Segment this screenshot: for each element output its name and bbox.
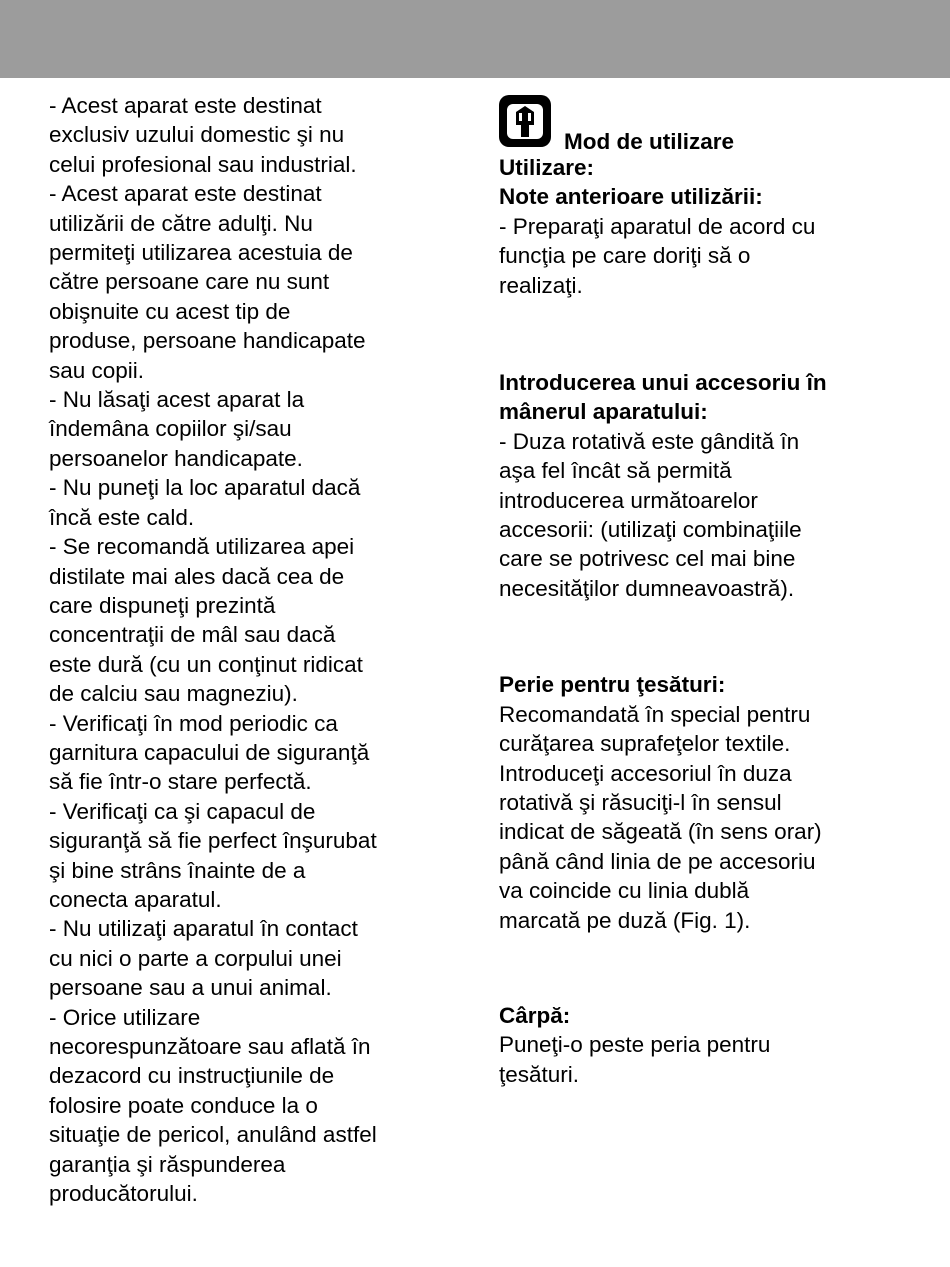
safety-instructions-text: - Acest aparat este destinat exclusiv uzului domestic şi nu celui profesional sau industrial. - Acest aparat este destinat utilizării de către adulţi. Nu permiteţi utilizarea acestuia de către persoane care nu sunt obişnuite cu acest tip de produse, persoane handicapate sau copii. - Nu lăsaţi acest aparat la îndemâna copiilor şi/sau persoanelor handicapate. - Nu puneţi la loc aparatul dacă încă este cald. - Se recomandă utilizarea apei distilate mai ales dacă cea de care dispuneţi prezintă concentraţii de mâl sau dacă este dură (cu un conţinut ridicat de calciu sau magneziu). - Verificaţi în mod periodic ca garnitura capacului de siguranţă să fie într-o stare perfectă. - Verificaţi ca şi capacul de siguranţă să fie perfect înşurubat şi bine strâns înainte de a conecta aparatul. - Nu utilizaţi aparatul în contact cu nici o parte a corpului unei persoane sau a unui animal. - Orice utilizare necorespunzătoare sau aflată în dezacord cu instrucţiunile de folosire poate conduce la o situaţie de pericol, anulând astfel garanţia şi răspunderea producătorului. <box>49 93 377 1207</box>
section-title: Mod de utilizare <box>564 129 735 154</box>
brush-text: Recomandată în special pentru curăţarea suprafeţelor textile. Introduceţi accesoriul în duza rotativă şi răsuciţi-l în sensul indicat de săgeată (în sens orar) până când linia de pe accesoriu va coincide cu linia dublă marcată pe duză (Fig. 1). <box>499 701 822 933</box>
spacer <box>499 603 939 670</box>
accessory-heading: Introducerea unui accesoriu în mânerul aparatului: <box>499 370 827 425</box>
usage-instructions-column <box>499 91 939 1089</box>
section-header <box>499 91 939 153</box>
accessory-text: - Duza rotativă este gândită în aşa fel încât să permită introducerea următoarelor accesorii: (utilizaţi combinaţiile care se potrivesc cel mai bine necesităţilor dumneavoastră). <box>499 428 802 601</box>
notes-heading: Note anterioare utilizării: <box>499 184 763 210</box>
brush-heading: Perie pentru ţesături: <box>499 672 726 698</box>
header-band <box>0 0 950 78</box>
plug-icon <box>499 95 551 147</box>
cloth-text: Puneţi-o peste peria pentru ţesături. <box>499 1032 771 1087</box>
spacer <box>499 300 939 368</box>
cloth-heading: Cârpă: <box>499 1002 571 1028</box>
notes-text: - Preparaţi aparatul de acord cu funcţia pe care doriţi să o realizaţi. <box>499 213 816 298</box>
safety-instructions-column <box>49 91 454 1208</box>
usage-heading: Utilizare: <box>499 155 595 180</box>
spacer <box>499 935 939 1001</box>
